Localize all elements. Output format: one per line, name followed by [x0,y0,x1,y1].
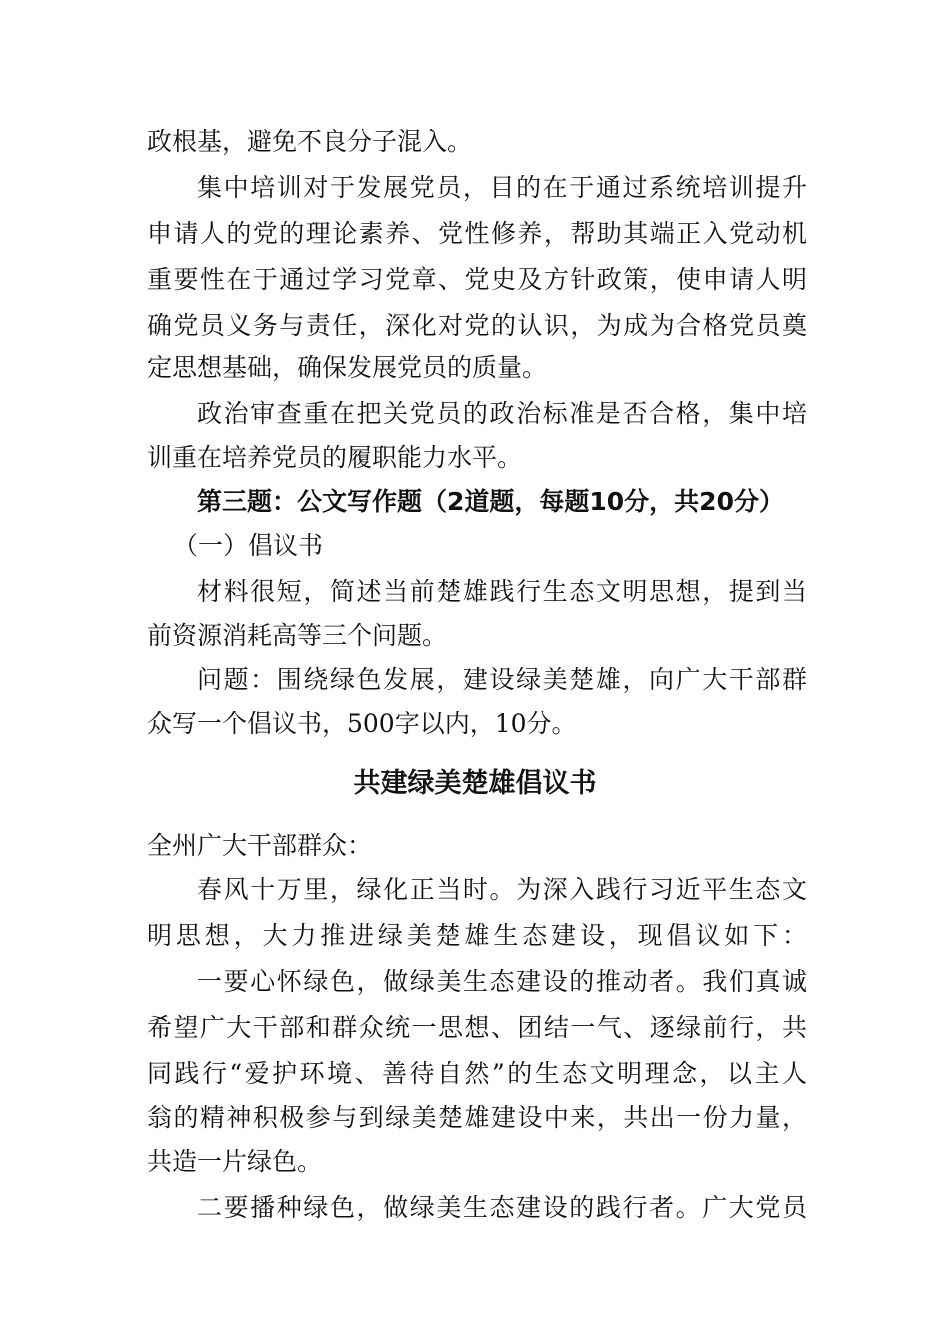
letter-salutation: 全州广大干部群众： [147,831,373,860]
material-line: 材料很短，简述当前楚雄践行生态文明思想，提到当 [197,577,807,606]
letter-line: 希望广大干部和群众统一思想、团结一气、逐绿前行，共 [147,1013,807,1042]
letter-line: 一要心怀绿色，做绿美生态建设的推动者。我们真诚 [197,967,807,996]
letter-title: 共建绿美楚雄倡议书 [353,768,597,799]
paragraph-line: 政治审查重在把关党员的政治标准是否合格，集中培 [197,399,807,428]
paragraph-line: 重要性在于通过学习党章、党史及方针政策，使申请人明 [147,265,807,294]
paragraph-line: 申请人的党的理论素养、党性修养，帮助其端正入党动机 [147,219,807,248]
paragraph-line: 训重在培养党员的履职能力水平。 [147,443,523,472]
question-line: 众写一个倡议书，500字以内，10分。 [147,709,577,738]
question-subheading: （一）倡议书 [173,531,324,560]
question-heading: 第三题：公文写作题（2道题，每题10分，共20分） [197,487,784,516]
paragraph-line: 政根基，避免不良分子混入。 [147,127,473,156]
material-line: 前资源消耗高等三个问题。 [147,621,448,650]
paragraph-line: 定思想基础，确保发展党员的质量。 [147,353,548,382]
paragraph-line: 确党员义务与责任，深化对党的认识，为成为合格党员奠 [147,311,807,340]
letter-line: 春风十万里，绿化正当时。为深入践行习近平生态文 [197,875,807,904]
letter-line: 翁的精神积极参与到绿美楚雄建设中来，共出一份力量， [147,1103,807,1132]
letter-line: 同践行“爱护环境、善待自然”的生态文明理念，以主人 [147,1059,807,1088]
question-line: 问题：围绕绿色发展，建设绿美楚雄，向广大干部群 [197,665,807,694]
letter-line: 二要播种绿色，做绿美生态建设的践行者。广大党员 [197,1193,807,1222]
letter-line: 共造一片绿色。 [147,1147,323,1176]
paragraph-line: 集中培训对于发展党员，目的在于通过系统培训提升 [197,173,807,202]
letter-line: 明思想，大力推进绿美楚雄生态建设，现倡议如下： [147,921,807,950]
